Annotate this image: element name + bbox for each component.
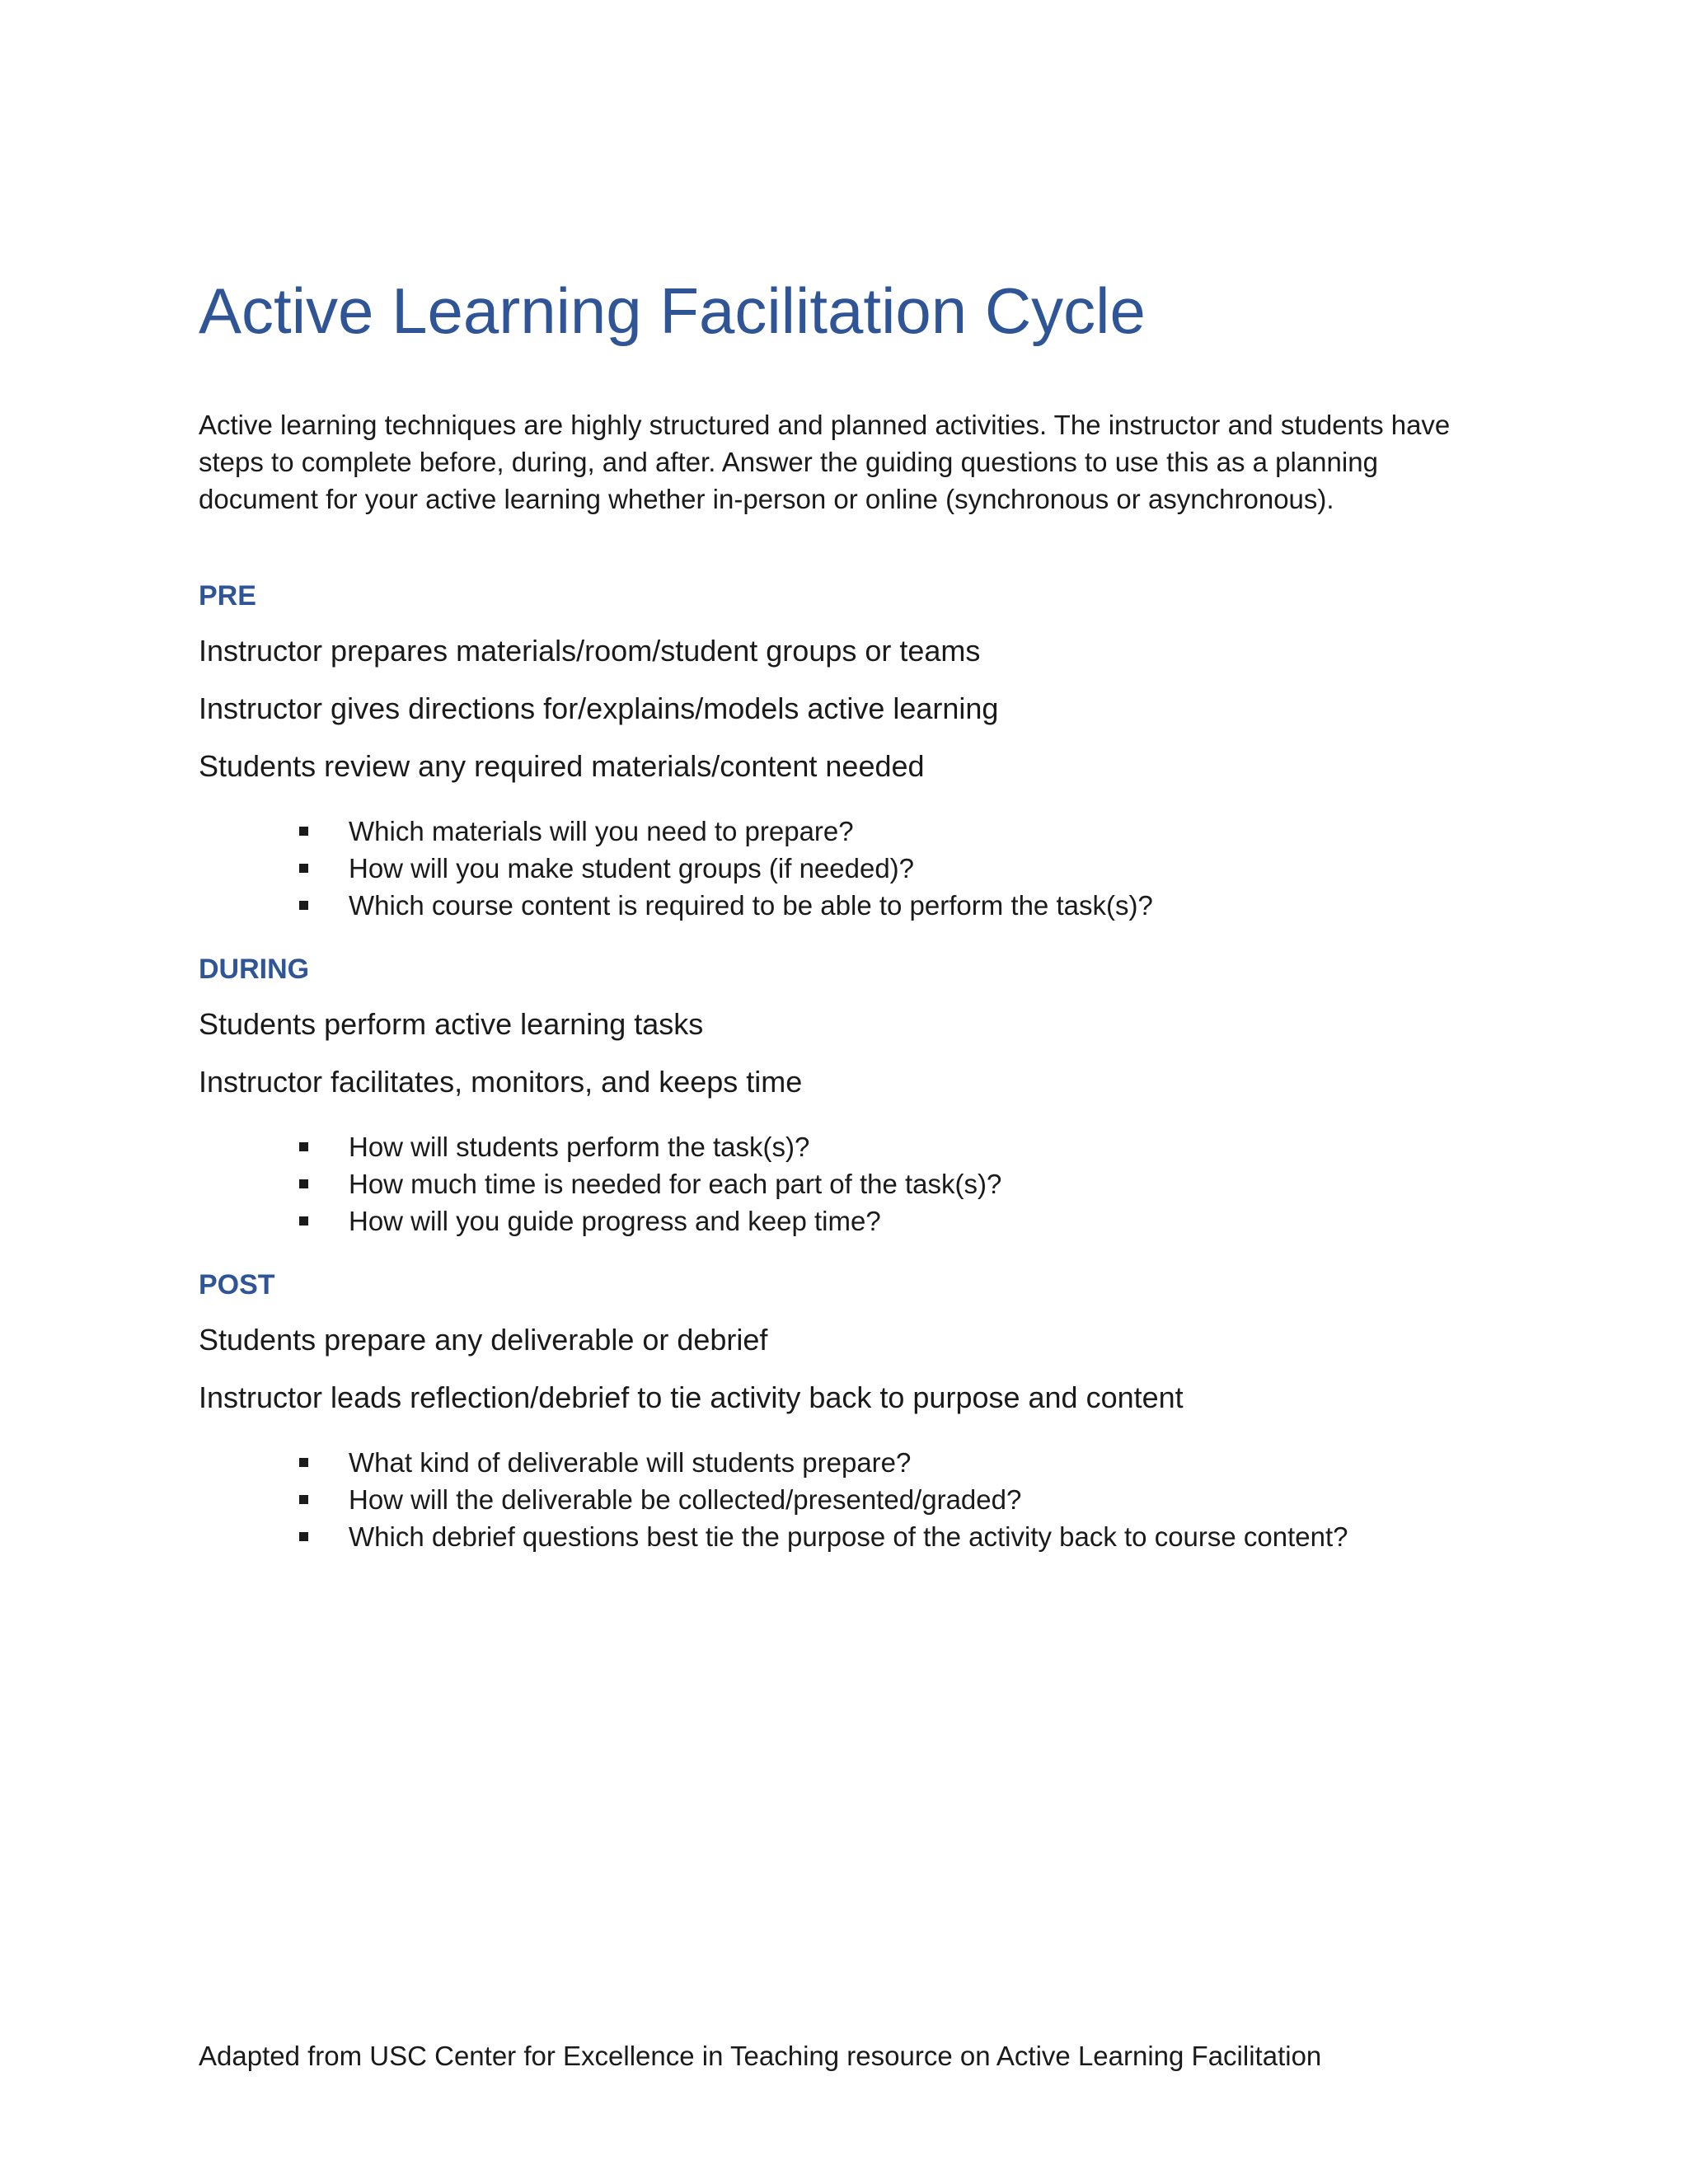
list-item — [298, 1518, 1501, 1555]
list-item — [298, 1165, 1501, 1202]
question-text: What kind of deliverable will students prepare? — [349, 1446, 912, 1478]
post-step: Students prepare any deliverable or debrief — [199, 1322, 768, 1357]
square-bullet-icon — [299, 1216, 308, 1226]
pre-step: Instructor prepares materials/room/student groups or teams — [199, 633, 981, 668]
question-text: How much time is needed for each part of the task(s)? — [349, 1168, 1002, 1199]
intro-paragraph: Active learning techniques are highly structured and planned activities. The instructor and students have steps to complete before, during, and after. Answer the guiding questions to use this as a planning document for your active learning whether in-person or online (synchronous or asynchronous). — [199, 409, 1451, 514]
question-text: How will you make student groups (if needed)? — [349, 852, 915, 883]
square-bullet-icon — [299, 901, 308, 910]
question-text: How will the deliverable be collected/presented/graded? — [349, 1483, 1022, 1515]
question-text: Which materials will you need to prepare? — [349, 815, 854, 846]
during-step: Students perform active learning tasks — [199, 1006, 704, 1041]
question-text: Which course content is required to be able to perform the task(s)? — [349, 889, 1153, 921]
square-bullet-icon — [299, 1142, 308, 1151]
document-body — [199, 276, 1501, 1555]
pre-step: Instructor gives directions for/explains/models active learning — [199, 691, 999, 725]
pre-step: Students review any required materials/content needed — [199, 748, 925, 783]
source-attribution: Adapted from USC Center for Excellence in Teaching resource on Active Learning Facilitation — [199, 2041, 1322, 2071]
square-bullet-icon — [299, 1495, 308, 1504]
square-bullet-icon — [299, 1532, 308, 1541]
list-item — [298, 1128, 1501, 1165]
question-text: Which debrief questions best tie the purpose of the activity back to course content? — [349, 1521, 1348, 1552]
list-item — [298, 850, 1501, 887]
post-step: Instructor leads reflection/debrief to tie activity back to purpose and content — [199, 1380, 1184, 1414]
question-text: How will you guide progress and keep time? — [349, 1205, 881, 1236]
during-step: Instructor facilitates, monitors, and keeps time — [199, 1064, 803, 1099]
square-bullet-icon — [299, 827, 308, 836]
post-question-list — [199, 1444, 1501, 1555]
during-question-list — [199, 1128, 1501, 1240]
pre-question-list — [199, 813, 1501, 924]
page-title: Active Learning Facilitation Cycle — [199, 274, 1146, 347]
section-heading-post: POST — [199, 1268, 275, 1301]
list-item — [298, 813, 1501, 850]
section-heading-pre: PRE — [199, 579, 256, 612]
square-bullet-icon — [299, 1179, 308, 1188]
square-bullet-icon — [299, 864, 308, 873]
section-heading-during: DURING — [199, 953, 310, 985]
square-bullet-icon — [299, 1458, 308, 1467]
question-text: How will students perform the task(s)? — [349, 1131, 810, 1162]
list-item — [298, 1202, 1501, 1240]
list-item — [298, 1481, 1501, 1518]
list-item — [298, 1444, 1501, 1481]
list-item — [298, 887, 1501, 924]
